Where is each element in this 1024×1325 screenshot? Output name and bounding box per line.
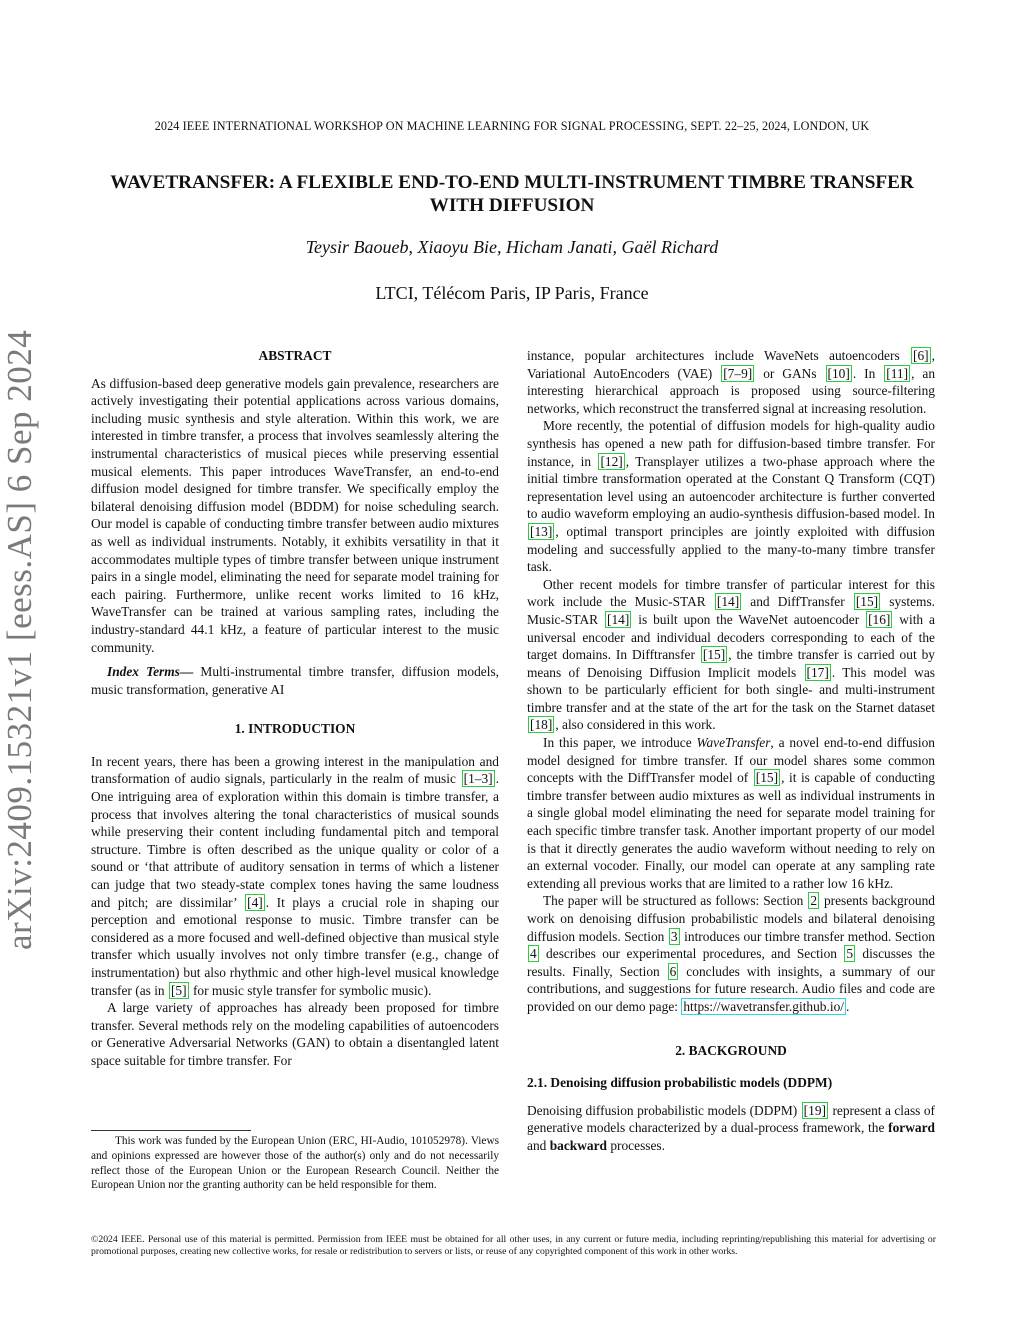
citation-link[interactable]: [14] (716, 594, 740, 610)
citation-link[interactable]: [1–3] (463, 771, 493, 787)
citation-link[interactable]: [5] (170, 982, 187, 998)
intro-paragraph-1: In recent years, there has been a growing interest in the manipulation and transformation of audio signals, particularly in the realm of music [1–3] . One intriguing area of exploration within this domain is timbre transfer, a process that involves altering the tonal characteristics of musical sounds while preserving their content including fundamental pitch and temporal structure. Timbre is often described as the unique quality or color of a sound or ‘that attribute of auditory sensation in terms of which a listener can judge that two steady-state complex tones having the same loudness and pitch; are dissimilar’ [4] . It plays a crucial role in shaping our perception and emotional response to music. Timbre transfer can be considered as a more focused and well-defined objective than musical style transfer which usually involves not only timbre transfer (e.g., change of instrumentation) but also rhythmic and other high-level musical knowledge transfer (as in [5] for music style transfer for symbolic music). (91, 753, 499, 998)
citation-link[interactable]: [7–9] (723, 365, 753, 381)
left-column (91, 347, 499, 1070)
citation-link[interactable]: [19] (803, 1102, 826, 1118)
citation-link[interactable]: [4] (247, 894, 263, 910)
right-paragraph-1: instance, popular architectures include WaveNets autoencoders [6] , Variational AutoEncoders (VAE) [7–9] or GANs [10] . In [11] , an interesting hierarchical approach is proposed using source-filtering networks, which reconstruct the transferred signal at increasing resolution. (527, 348, 936, 416)
title-line-2: WITH DIFFUSION (429, 195, 595, 216)
right-paragraph-2: More recently, the potential of diffusion models for high-quality audio synthesis has opened a new path for diffusion-based timbre transfer. For instance, in [12] , Transplayer utilizes a two-phase approach where the initial timbre transformation operated at the Constant Q Transform (CQT) representation level using an autoencoder architecture is further converted to audio waveform employing an audio-synthesis diffusion-based model. In [13] , optimal transport principles are jointly exploited with diffusion modeling and successfully applied to the many-to-many timbre transfer task. (527, 418, 935, 575)
citation-link[interactable]: [6] (913, 348, 929, 363)
author-list: Teysir Baoueb, Xiaoyu Bie, Hicham Janati, Gaël Richard (305, 237, 719, 257)
background-heading: 2. BACKGROUND (675, 1042, 787, 1058)
right-paragraph-5: The paper will be structured as follows: Section 2 presents background work on denoising diffusion probabilistic models and bilateral denoising diffusion models. Section 3 introduces our timbre transfer method. Section 4 describes our experimental procedures, and Section 5 discusses the results. Finally, Section 6 concludes with insights, a summary of our contributions, and suggestions for future research. Audio files and code are provided on our demo page: https://wavetransfer.github.io/ . (527, 893, 935, 1014)
copyright-notice: ©2024 IEEE. Personal use of this material is permitted. Permission from IEEE must be obtained for all other uses, in any current or future media, including reprinting/republishing this material for advertising or promotional purposes, creating new collective works, for resale or redistribution to servers or lists, or reuse of any copyrighted component of this work in other works. (91, 1234, 936, 1257)
title-line-1: WAVETRANSFER: A FLEXIBLE END-TO-END MULTI-INSTRUMENT TIMBRE TRANSFER (110, 172, 914, 193)
arxiv-sidebar-stamp: arXiv:2409.15321v1 [eess.AS] 6 Sep 2024 (0, 329, 39, 950)
citation-link[interactable]: [16] (868, 611, 891, 627)
paper-title (60, 171, 964, 217)
right-paragraph-6: Denoising diffusion probabilistic models (DDPM) [19] represent a class of generative models characterized by a dual-process framework, the forward and backward processes. (527, 1102, 935, 1153)
right-paragraph-4: In this paper, we introduce WaveTransfer, a novel end-to-end diffusion model designed for timbre transfer. If our model shares some common concepts with the DiffTransfer model of [15] , it is capable of conducting timbre transfer between audio mixtures as well as individual instruments in a single global model eliminating the need for separate model training for each specific timbre transfer task. Another important property of our model is that it directly generates the audio waveform without needing to rely on an external vocoder. Finally, our model can operate at any sampling rate extending all previous works that are limited to a rather low 16 kHz. (527, 735, 936, 891)
section-link[interactable]: 5 (846, 946, 854, 962)
conference-header: 2024 IEEE INTERNATIONAL WORKSHOP ON MACHINE LEARNING FOR SIGNAL PROCESSING, SEPT. 22–25, 2024, LONDON, UK (154, 119, 870, 133)
affiliation: LTCI, Télécom Paris, IP Paris, France (375, 283, 649, 303)
citation-link[interactable]: [11] (886, 365, 909, 381)
index-terms (91, 663, 499, 698)
section-link[interactable]: 4 (530, 946, 537, 962)
section-link[interactable]: 2 (810, 893, 818, 909)
index-terms-label: Index Terms— (107, 664, 194, 680)
footnote-rule (91, 1130, 251, 1131)
citation-link[interactable]: [15] (855, 594, 879, 610)
abstract-text: As diffusion-based deep generative models gain prevalence, researchers are actively investigating their potential applications across various domains, including music synthesis and style alteration. Within this work, we are interested in timbre transfer, a process that involves seamlessly altering the instrumental characteristics of musical pieces while preserving essential musical elements. This paper introduces WaveTransfer, an end-to-end diffusion model designed for timbre transfer. We specifically employ the bilateral denoising diffusion model (BDDM) for noise scheduling search. Our model is capable of conducting timbre transfer between audio mixtures as well as individual instruments. Notably, it exhibits versatility in that it accommodates multiple types of timbre transfer between unique instrument pairs in a single model, eliminating the need for separate model training for each pairing. Furthermore, unlike recent works limited to 16 kHz, WaveTransfer can be trained at various sampling rates, including the industry-standard 44.1 kHz, a feature of particular interest to the music community. (91, 375, 499, 655)
citation-link[interactable]: [14] (607, 611, 630, 627)
intro-heading: 1. INTRODUCTION (234, 721, 356, 737)
citation-link[interactable]: [18] (530, 717, 553, 733)
funding-footnote: This work was funded by the European Union (ERC, HI-Audio, 101052978). Views and opinions expressed are however those of the author(s) only and do not necessarily reflect those of the European Union or the European Research Council. Neither the European Union nor the granting authority can be held responsible for them. (91, 1135, 499, 1192)
citation-link[interactable]: [13] (530, 523, 553, 539)
abstract-heading: ABSTRACT (258, 348, 332, 363)
right-paragraph-3: Other recent models for timbre transfer of particular interest for this work include the Music-STAR [14] and DiffTransfer [15] systems. Music-STAR [14] is built upon the WaveNet autoencoder [16] with a universal encoder and individual decoders corresponding to each of the target domains. In Difftransfer [15] , the timbre transfer is carried out by means of Denoising Diffusion Implicit models [17] . This model was shown to be particularly efficient for both single- and multi-instrument timbre transfer and at the state of the art for the task on the Starnet dataset [18] , also considered in this work. (527, 576, 936, 733)
demo-page-link[interactable]: https://wavetransfer.github.io/ (683, 998, 844, 1014)
citation-link[interactable]: [15] (755, 770, 779, 786)
citation-link[interactable]: [10] (827, 365, 850, 381)
index-terms-text: Multi-instrumental timbre transfer, diffusion models, music transformation, generative AI (91, 664, 499, 697)
intro-paragraph-2: A large variety of approaches has already been proposed for timbre transfer. Several methods rely on the modeling capabilities of autoencoders or Generative Adversarial Networks (GAN) to obtain a disentangled latent space suitable for timbre transfer. For (91, 1000, 499, 1068)
citation-link[interactable]: [15] (702, 647, 726, 663)
ddpm-subheading: 2.1. Denoising diffusion probabilistic models (DDPM) (527, 1075, 833, 1091)
citation-link[interactable]: [12] (600, 453, 623, 469)
section-link[interactable]: 3 (670, 928, 678, 944)
citation-link[interactable]: [17] (806, 664, 829, 680)
section-link[interactable]: 6 (669, 963, 677, 979)
right-column (527, 347, 935, 1155)
